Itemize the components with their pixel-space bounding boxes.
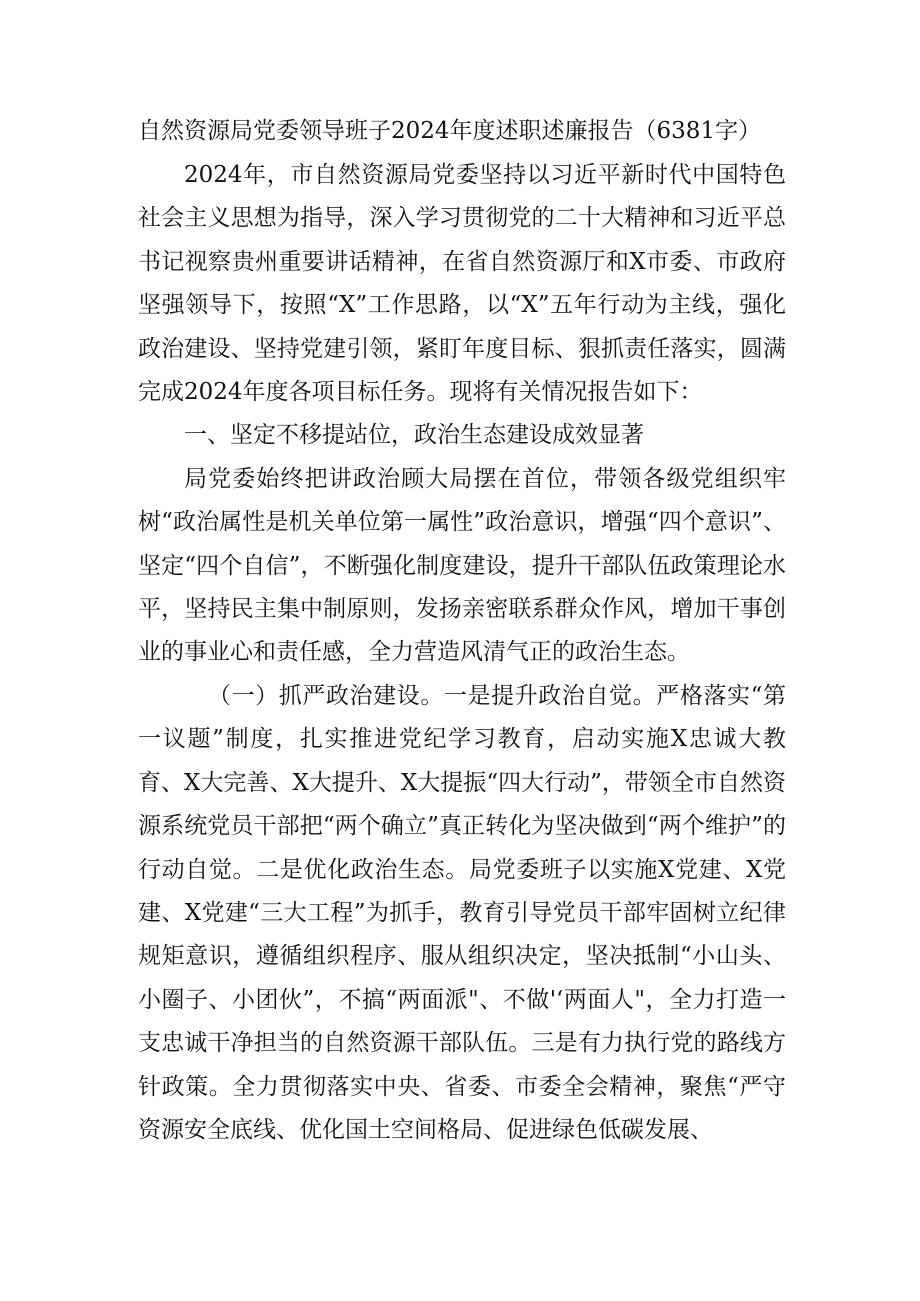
- subsection-paragraph: （一）抓严政治建设。一是提升政治自觉。严格落实“第一议题”制度，扎实推进党纪学习教育，启动实施X忠诚大教育、X大完善、X大提升、X大提振“四大行动”，带领全市自然资源系统党员干部把“两个确立”真正转化为坚决做到“两个维护”的行动自觉。二是优化政治生态。局党委班子以实施X党建、X党建、X党建“三大工程”为抓手，教育引导党员干部牢固树立纪律规矩意识，遵循组织程序、服从组织决定，坚决抵制“小山头、小圈子、小团伙”，不搞“两面派"、不做'‘两面人"，全力打造一支忠诚干净担当的自然资源干部队伍。三是有力执行党的路线方针政策。全力贯彻落实中央、省委、市委全会精神，聚焦“严守资源安全底线、优化国土空间格局、促进绿色低碳发展、: [138, 682, 786, 1143]
- intro-paragraph: 2024年，市自然资源局党委坚持以习近平新时代中国特色社会主义思想为指导，深入学习贯彻党的二十大精神和习近平总书记视察贵州重要讲话精神，在省自然资源厅和X市委、市政府坚强领导下，按照“X”工作思路，以“X”五年行动为主线，强化政治建设、坚持党建引领，紧盯年度目标、狠抓责任落实，圆满完成2024年度各项目标任务。现将有关情况报告如下：: [138, 162, 786, 406]
- document-title: 自然资源局党委领导班子2024年度述职述廉报告（6381字）: [138, 118, 762, 144]
- section-paragraph: 局党委始终把讲政治顾大局摆在首位，带领各级党组织牢树“政治属性是机关单位第一属性”政治意识，增强“四个意识”、坚定“四个自信”，不断强化制度建设，提升干部队伍政策理论水平，坚持民主集中制原则，发扬亲密联系群众作风，增加干事创业的事业心和责任感，全力营造风清气正的政治生态。: [138, 465, 786, 666]
- document-body: [138, 154, 786, 1152]
- section-heading: 一、坚定不移提站位，政治生态建设成效显著: [184, 422, 644, 449]
